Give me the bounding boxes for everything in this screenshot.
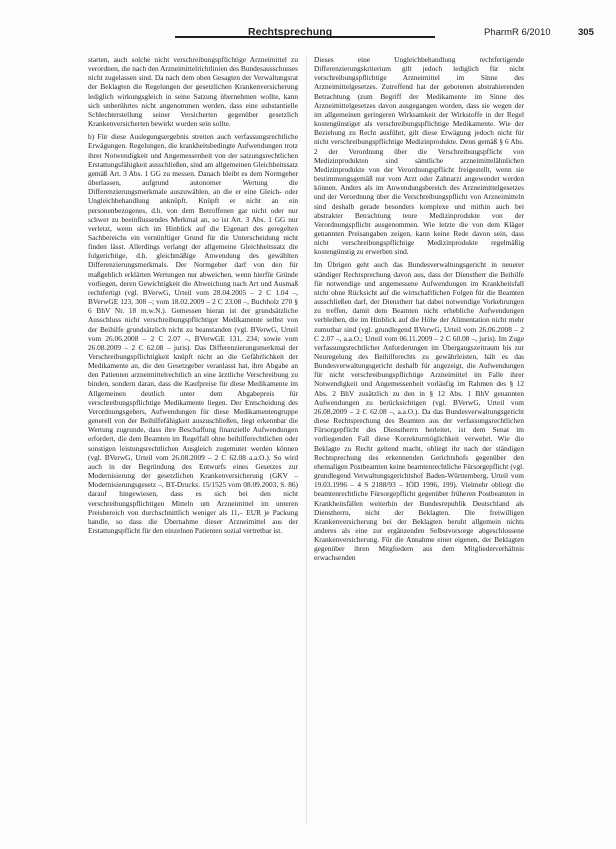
paragraph: Dieses eine Ungleichbehandlung rechtfertigende Differenzierungskriterium gilt jedoch lediglich für nicht verschreibungspflichtige Arzneimittel im Sinne des Arzneimittelgesetzes. Zutreffend hat der gebotenen abstrahierenden Betrachtung (zum Begriff der Medikamente im Sinne des Arzneimittelgesetzes davon ausgegangen worden, dass sie wegen der im allgemeinen geringeren Wirksamkeit der Wirkstoffe in der Regel kostengünstiger als verschreibungspflichtige Medikamente. Wie der Beziehung zu Recht ausführt, gilt diese Erwägung jedoch nicht für nicht verschreibungspflichtige Medizinprodukte. Denn gemäß § 6 Abs. 2 der Verordnung über die Verschreibungspflicht von Medizinprodukten sind sämtliche arzneimittelähnlichen Medizinprodukte von der Verordnungspflicht freigestellt, wenn sie bestimmungsgemäß nur vom Arzt oder Zahnarzt angewendet werden können. Anders als im Anwendungsbereich des Arzneimittelgesetzes und der Verordnung über die Verschreibungspflicht von Arzneimitteln sind deshalb gerade besonders komplexe und mithin auch bei abstrakter Betrachtung teure Medizinprodukte von der Verordnungspflicht ausgenommen. Wie letzte die von dem Kläger genannten Preisangaben zeigen, kann keine Rede davon sein, dass nicht verschreibungspflichtige Medizinprodukte regelmäßig kostengünstig zu erwerben sind. (314, 55, 524, 257)
page-number: 305 (578, 27, 594, 38)
right-column (314, 55, 524, 567)
paragraph: b) Für diese Auslegungsergebnis streiten auch verfassungsrechtliche Erwägungen. Regelungen, die krankheitsbedingte Aufwendungen trotz ihrer Notwendigkeit und Angemessenheit von der satzungsrechtlichen Erstattungsfähigkeit ausschließen, sind am allgemeinen Gleichheitssatz gemäß Art. 3 Abs. 1 GG zu messen. Danach bleibt es dem Normgeber überlassen, aufgrund autonomer Wertung die Differenzierungsmerkmale auszuwählen, an die er eine Gleich- oder Ungleichbehandlung anknüpft. Knüpft er nicht an ein personenbezogenes, d.h. von dem Betroffenen gar nicht oder nur schwer zu beeinflussendes Merkmal an, so ist Art. 3 Abs. 1 GG nur verletzt, wenn sich im Hinblick auf die Eigenart des geregelten Sachbereichs ein vernünftiger Grund für die Unterscheidung nicht finden lässt. Allerdings verlangt der allgemeine Gleichheitssatz die folgerichtige, d.h. gleichmäßige Anwendung des gewählten Differenzierungsmerkmals. Der Normgeber darf von den für maßgeblich erklärten Wertungen nur abweichen, wenn hierfür Gründe vorliegen, deren Gewichtigkeit die Abweichung nach Art und Ausmaß rechtfertigt (vgl. BVerwG, Urteil vom 28.04.2005 – 2 C 1.04 –, BVerwGE 123, 308 –; vom 18.02.2009 – 2 C 23.08 –, Buchholz 270 § 6 BhV Nr. 18 m.w.N.). Gemessen hieran ist der grundsätzliche Ausschluss nicht verschreibungspflichtiger Medikamente selbst von der Beihilfe grundsätzlich nicht zu beanstanden (vgl. BVerwG, Urteil vom 26.06.2008 – 2 C 2.07 –, BVerwGE 131, 234; sowie vom 26.08.2009 – 2 C 62.08 – juris). Das Differenzierungsmerkmal der Verschreibungspflichtigkeit knüpft nicht an die Gefährlichkeit der Medikamente an, die den Gesetzgeber veranlasst hat, ihre Abgabe an den Patienten arzneimittelrechtlich an eine ärztliche Verschreibung zu binden, sondern daran, dass die Kaufpreise für diese Medikamente im Allgemeinen deutlich unter dem Abgabepreis für verschreibungspflichtige Medikamente liegen. Der Entscheidung des Verordnungsgebers, Aufwendungen für diese Medikamentengruppe generell von der Beihilfefähigkeit auszuschließen, liegt erkennbar die Wertung zugrunde, dass ihre Beschaffung finanzielle Aufwendungen erfordert, die dem Beamten im Regelfall ohne beihilferechtlichen oder sonstigen leistungsrechtlichen Ausgleich zugemutet werden können (vgl. BVerwG, Urteil vom 26.08.2009 – 2 C 62.08 a.a.O.). So wird auch in der Begründung des Entwurfs eines Gesetzes zur Modernisierung der gesetzlichen Krankenversicherung (GKV – Modernisierungsgesetz –, BT-Drucks. 15/1525 vom 08.09.2003, S. 86) darauf hingewiesen, dass es sich bei den nicht verschreibungspflichtigen Mitteln um Arzneimittel im unteren Preisbereich von durchschnittlich weniger als 11,– EUR je Packung handle, so dass die Übernahme dieser Arzneimittel aus der Erstattungspflicht für den einzelnen Patienten sozial vertretbar ist. (88, 132, 298, 535)
journal-citation: PharmR 6/2010 (484, 27, 551, 38)
section-title: Rechtsprechung (248, 26, 333, 38)
column-divider (306, 55, 307, 825)
paragraph: Im Übrigen geht auch das Bundesverwaltungsgericht in neuerer ständiger Rechtsprechung davon aus, dass der Dienstherr die Beihilfe für notwendige und angemessene Aufwendungen im Krankheitsfall nicht ohne Rücksicht auf die wirtschaftlichen Folgen für die Beamten ausschließen darf, der Dienstherr hat dabei notwendige Vorkehrungen zu treffen, damit dem Beamten nicht erhebliche Aufwendungen verbleiben, die im Hinblick auf die Höhe der Alimentation nicht mehr zumutbar sind (vgl. grundlegend BVerwG, Urteil vom 26.06.2008 – 2 C 2.07 –, a.a.O.; Urteil vom 06.11.2009 – 2 C 60.08 –, juris). Im Zuge verfassungsrechtlicher Anforderungen im Übergangszeitraum bis zur Neuregelung des Beihilferechts zu gewährleisten, hält es das Bundesverwaltungsgericht deshalb für angezeigt, die Aufwendungen für nicht verschreibungspflichtige Arzneimittel im Falle ihrer Notwendigkeit und Angemessenheit vorläufig im Rahmen des § 12 Abs. 2 BhV zusätzlich zu den in § 12 Abs. 1 BhV genannten Aufwendungen zu berücksichtigen (vgl. BVerwG, Urteil vom 26.08.2009 – 2 C 62.08 –, a.a.O.). Da das Bundesverwaltungsgericht diese Rechtsprechung des Beamten aus der verfassungsrechtlichen Fürsorgepflicht des Dienstherrn herleitet, ist dem Senat im vorliegenden Fall diese Korrekturmöglichkeit verwehrt. Wie die Beklagte zu Recht geltend macht, obliegt ihr nach der ständigen Rechtsprechung des erkennenden Gerichtshofs gegenüber den ehemaligen Postbeamten keine beamtenrechtliche Fürsorgepflicht (vgl. grundlegend Verwaltungsgerichtshof Baden-Württemberg, Urteil vom 19.03.1996 – 4 S 2188/93 – IÖD 1996, 199). Vielmehr obliegt die beamtenrechtliche Fürsorgepflicht gegenüber früheren Postbeamten in Krankheitsfällen weiterhin der Bundesrepublik Deutschland als Dienstherrn, nicht der Beklagten. Die freiwilligen Krankenversicherung bei der Beklagten beruht allgemein nichts anderes als eine zur ergänzenden Selbstvorsorge abgeschlossene Krankenversicherung. Für die Annahme einer eigenen, der Beklagten gegenüber ihren Mitgliedern aus dem Mitgliederverhältnis erwachsenden (314, 260, 524, 563)
paragraph: starten, auch solche nicht verschreibungspflichtige Arzneimittel zu verordnen, die nach den Arzneimittelrichtlinien des Bundesausschusses nicht zugelassen sind. Da nach dem oben Gesagten der Verwaltungsrat der Beklagten die Regelungen der gesetzlichen Krankenversicherung lediglich wirkungsgleich in seine Satzung übernehmen wollte, kann sich unberührtes nicht angenommen werden, dass eine substantielle Schlechterstellung seiner Versicherten gegenüber gesetzlich Krankenversicherten bewirkt worden sein sollte. (88, 55, 298, 129)
left-column (88, 55, 298, 539)
